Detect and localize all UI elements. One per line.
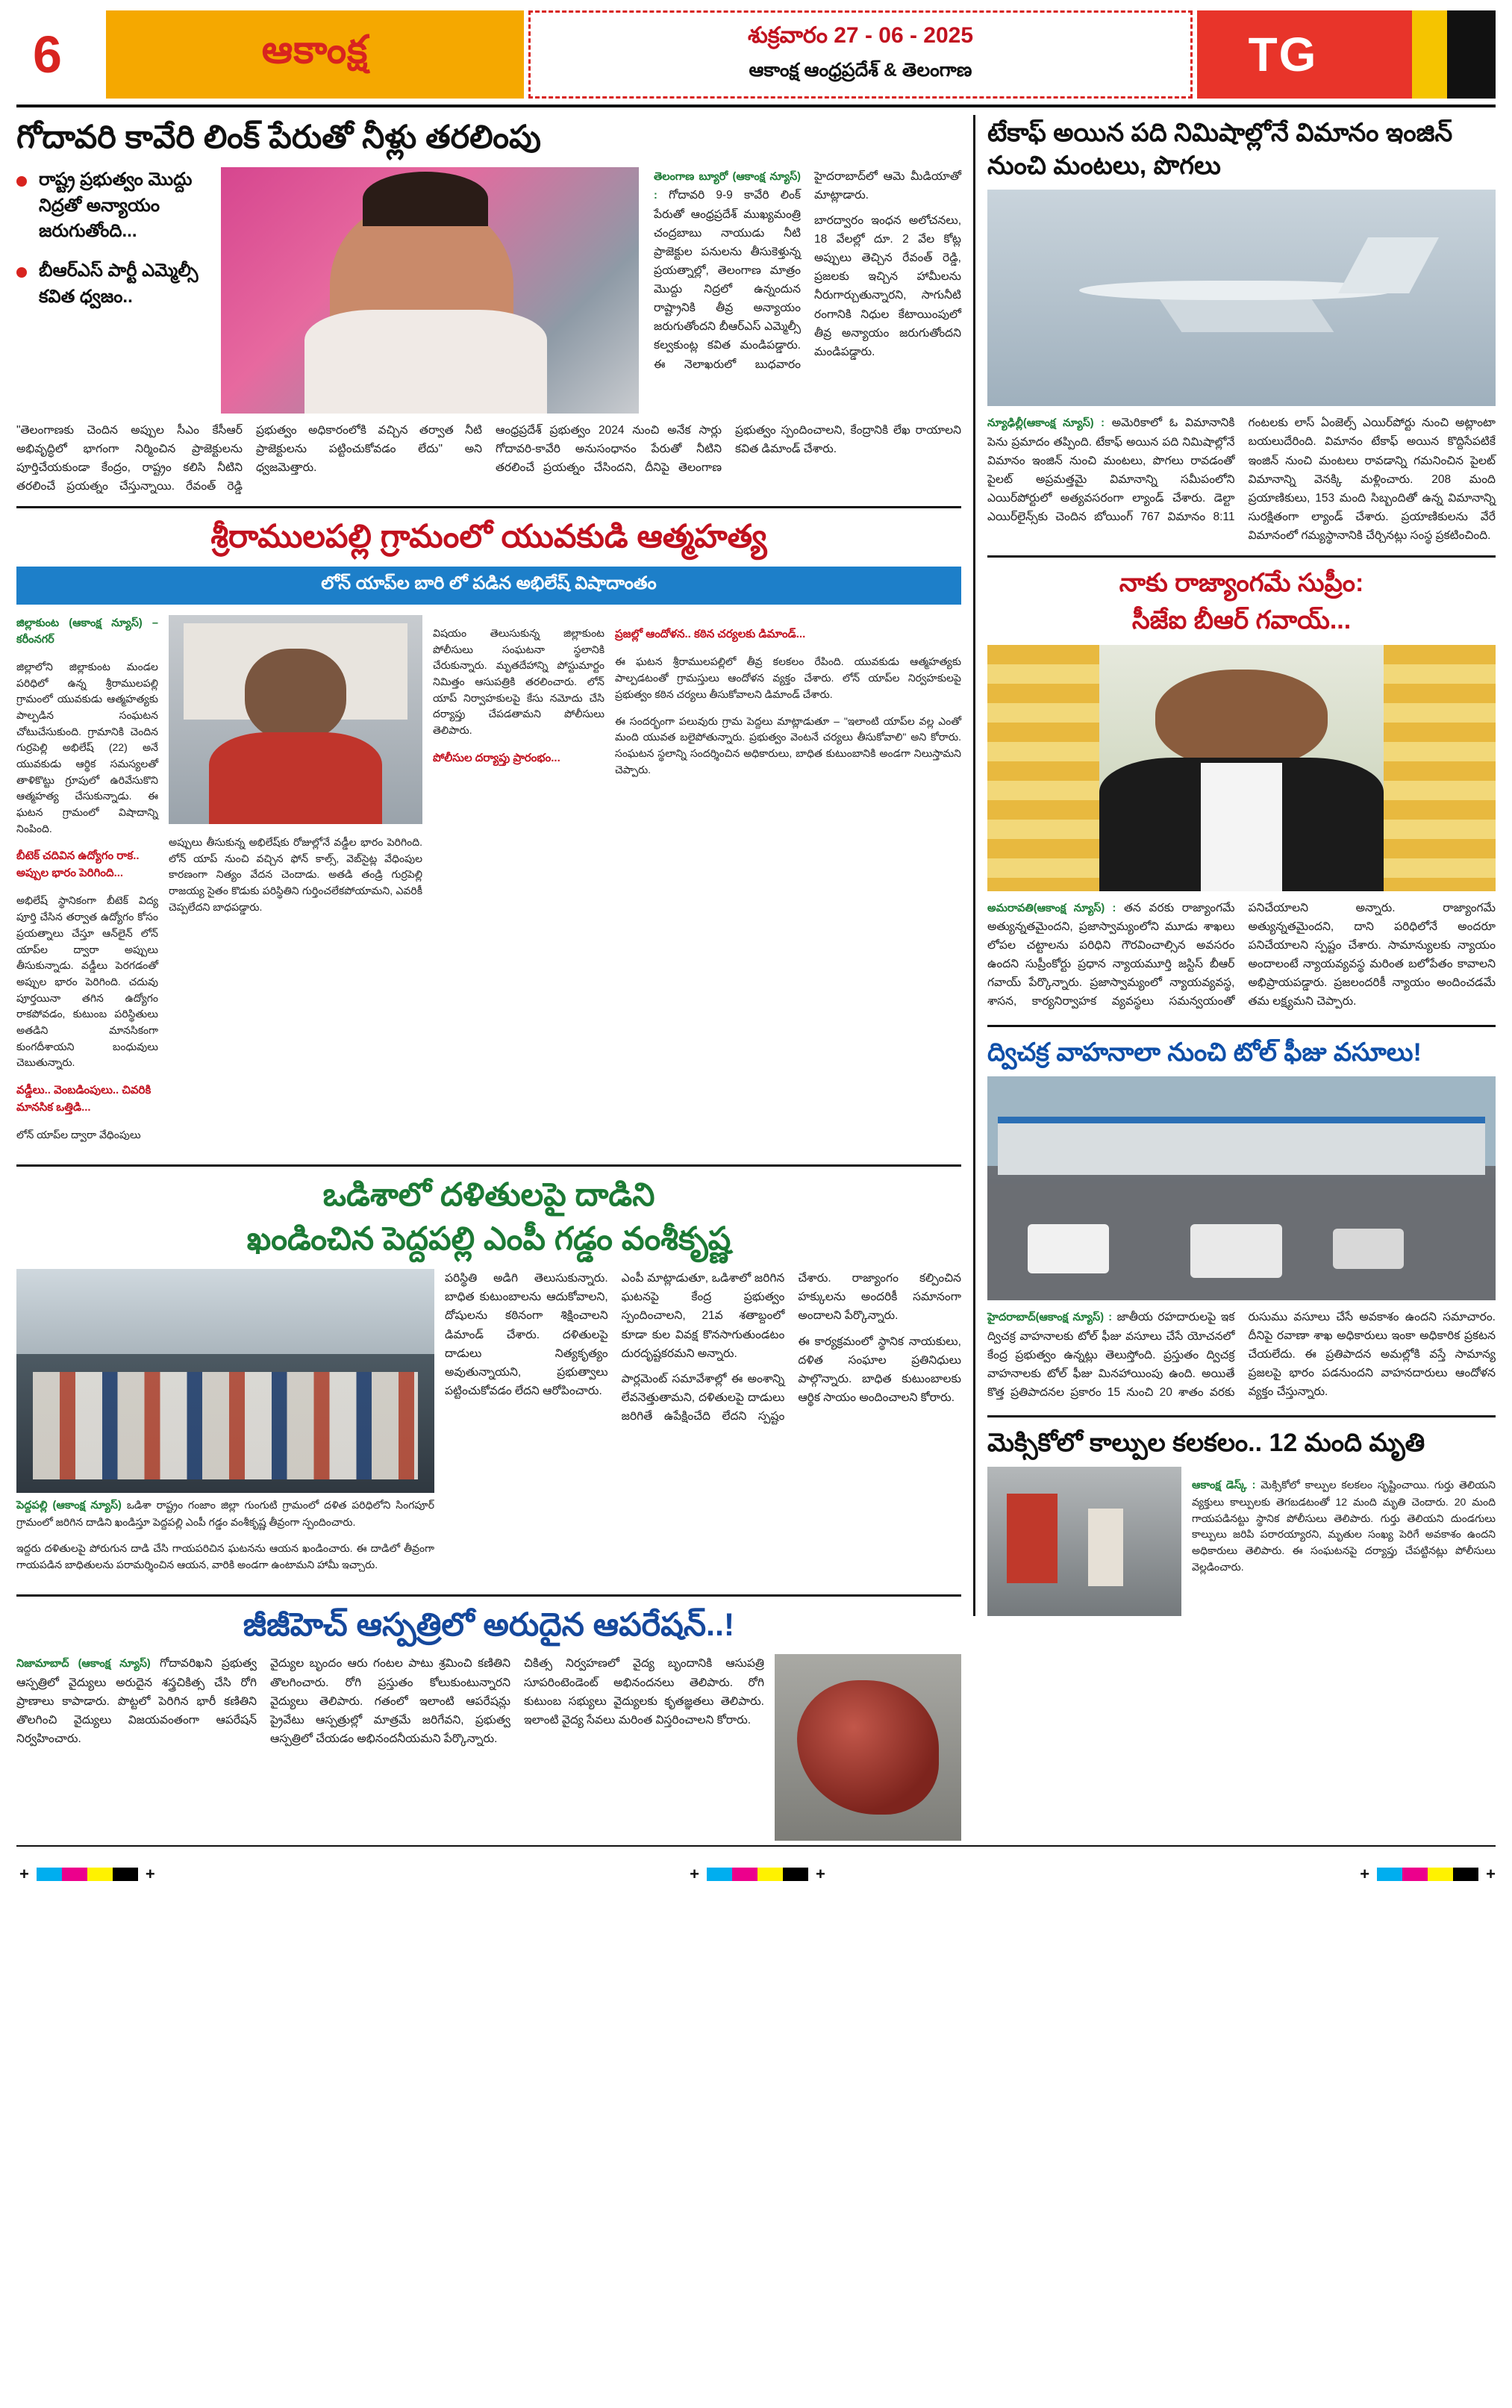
cji-byline: అమరావతి(ఆకాంక్ష న్యూస్) : (987, 902, 1116, 914)
odisha-paragraph: ఇద్దరు దళితులపై పోరుగున దాడి చేసి గాయపరిచిన ఘటనను ఆయన ఖండించారు. ఈ దాడిలో తీవ్రంగా గాయపడిన బాధితులను పరామర్శించిన ఆయన, వారికి అండగా ఉంటామని హామీ ఇచ్చారు. (16, 1542, 434, 1571)
toll-headline: ద్విచక్ర వాహనాలా నుంచి టోల్ ఫీజు వసూలు! (987, 1038, 1422, 1067)
registration-mark: + (1360, 1865, 1370, 1884)
registration-mark: + (1486, 1865, 1496, 1884)
hospital-body (16, 1654, 961, 1841)
hospital-paragraph: చికిత్స నిర్వహణలో వైద్య బృందానికి ఆసుపత్రి సూపరింటెండెంట్ అభినందనలు తెలిపారు. రోగి కుటుంబ సభ్యులు వైద్యులకు కృతజ్ఞతలు తెలిపారు. ఇలాంటి వైద్య సేవలు మరింత విస్తరించాలని కోరారు. (524, 1657, 764, 1727)
footer (16, 1854, 1496, 1891)
section-divider (987, 555, 1496, 558)
lead-paragraph: ఆంధ్రప్రదేశ్ ప్రభుత్వం 2024 నుంచి అనేక సార్లు గోదావరి-కావేరి అనుసంధానం పేరుతో నీటిని తరలించే ప్రయత్నం చేసిందని, దీనిపై తెలంగాణ ప్రభుత్వం స్పందించాలని, కేంద్రానికి లేఖ రాయాలని కవిత డిమాండ్ చేశారు. (496, 423, 961, 474)
edition-line: ఆకాంక్ష ఆంధ్రప్రదేశ్ & తెలంగాణ (749, 60, 972, 81)
kavitha-press-meet-photo (221, 167, 639, 414)
suicide-note-1: బీటెక్ చదివిన ఉద్యోగం రాక.. అప్పుల భారం పెరిగింది... (16, 849, 140, 879)
section-divider (16, 506, 961, 508)
logo-text: ఆకాంక్ష (261, 28, 369, 72)
toll-byline: హైదరాబాద్(ఆకాంక్ష న్యూస్) : (987, 1311, 1113, 1324)
suicide-subheadline: లోన్ యాప్‌ల బారి లో పడిన అభిలేష్ విషాదాంతం (16, 567, 961, 605)
color-swatches (707, 1868, 808, 1881)
cji-paragraph: తన వరకు రాజ్యాంగమే అత్యున్నతమైందని, ప్రజాస్వామ్యంలోని మూడు శాఖలు లోపల చట్టాలను పరిధిని గౌరవించాల్సిన అవసరం ఉందని సుప్రీంకోర్టు ప్రధాన న్యాయమూర్తి జస్టిస్ బీఆర్ గవాయ్ పేర్కొన్నారు. ప్రజాస్వామ్యంలో న్యాయవ్యవస్థ, శాసన, కార్యనిర్వాహక వ్యవస్థలు సమన్వయంతో పనిచేయాలని అన్నారు. రాజ్యాంగమే అత్యున్నతమైందని, దాని పరిధిలోనే అందరూ పనిచేయాలని స్పష్టం చేశారు. సామాన్యులకు న్యాయం అందాలంటే న్యాయవ్యవస్థ మరింత బలోపేతం కావాలని అభిప్రాయపడ్డారు. ప్రజలందరికీ న్యాయం అందించడమే తమ లక్ష్యమని చెప్పారు. (987, 901, 1496, 1008)
suicide-paragraph: జిల్లాలోని జిల్లాకుంట మండల పరిధిలో ఉన్న శ్రీరాములపల్లి గ్రామంలో యువకుడు ఆత్మహత్యకు పాల్పడిన సంఘటన చోటుచేసుకుంది. గ్రామానికి చెందిన గుర్రపెల్లి అభిలేష్ (22) అనే యువకుడు ఆర్థిక సమస్యలతో తాళికొట్టు గ్రూపులో ఉరివేసుకొని ఆత్మహత్య చేసుకున్నాడు. ఈ ఘటన గ్రామంలో విషాదాన్ని నింపింది. (16, 660, 158, 835)
lead-paragraph: గోదావరి 9-9 కావేరి లింక్ పేరుతో ఆంధ్రప్రదేశ్ ముఖ్యమంత్రి చంద్రబాబు నాయుడు నీటి ప్రాజెక్టుల పనులను తీసుకెళ్తున్న ప్రయత్నాల్లో, తెలంగాణ మాత్రం మొద్దు నిద్రలో ఉన్నందున రాష్ట్రానికి తీవ్ర అన్యాయం జరుగుతోందని బీఆర్ఎస్ ఎమ్మెల్సీ కల్వకుంట్ల కవిత మండిపడ్డారు. ఈ నెలాఖరులో బుధవారం హైదరాబాద్‌లో ఆమె మీడియాతో మాట్లాడారు. (654, 169, 961, 371)
suicide-paragraph: ఈ సందర్భంగా పలువురు గ్రామ పెద్దలు మాట్లాడుతూ – "ఇలాంటి యాప్‌ల వల్ల ఎంతో మంది యువత బలైపోతున్నారు. ప్రభుత్వం వెంటనే చర్యలు తీసుకోవాలి" అని కోరారు. సంఘటన స్థలాన్ని సందర్శించిన అధికారులు, బాధిత కుటుంబానికి అండగా నిలుస్తామని చెప్పారు. (615, 714, 961, 776)
suicide-note-4: ప్రజల్లో ఆందోళన.. కఠిన చర్యలకు డిమాండ్... (615, 627, 806, 640)
lead-byline: తెలంగాణ బ్యూరో (ఆకాంక్ష న్యూస్) : (654, 170, 801, 202)
page-number: 6 (33, 25, 62, 84)
page-number-block (16, 10, 106, 99)
mp-with-group-photo (16, 1269, 434, 1493)
suicide-paragraph: ఈ ఘటన శ్రీరాములపల్లిలో తీవ్ర కలకలం రేపింది. యువకుడు ఆత్మహత్యకు పాల్పడటంతో గ్రామస్తులు ఆందోళన వ్యక్తం చేశారు. లోన్ యాప్‌ల నిర్వహకులపై ప్రభుత్వం కఠిన చర్యలు తీసుకోవాలని డిమాండ్ చేశారు. (615, 655, 961, 700)
lead-headline: గోదావరి కావేరి లింక్ పేరుతో నీళ్లు తరలింపు (16, 119, 541, 155)
lead-body-bottom (16, 421, 961, 496)
footer-registration-center (687, 1865, 825, 1884)
cji-gavai-photo (987, 645, 1496, 891)
airplane-in-flight-photo (987, 190, 1496, 406)
hospital-headline: జీజీహెచ్ ఆస్పత్రిలో అరుదైన ఆపరేషన్..! (243, 1606, 735, 1643)
suicide-paragraph: అభిలేష్ స్థానికంగా బీటెక్ విద్య పూర్తి చేసిన తర్వాత ఉద్యోగం కోసం ప్రయత్నాలు చేస్తూ ఆన్‌లైన్ లోన్ యాప్‌ల ద్వారా అప్పులు తీసుకున్నాడు. వడ్డీలు పెరగడంతో అప్పుల భారం పెరిగింది. చదువు పూర్తయినా తగిన ఉద్యోగం రాకపోవడం, కుటుంబ పరిస్థితులు అతడిని మానసికంగా కుంగదీశాయని బంధువులు చెబుతున్నారు. (16, 894, 158, 1069)
suicide-paragraph: విషయం తెలుసుకున్న జిల్లాకుంట పోలీసులు సంఘటనా స్థలానికి చేరుకున్నారు. మృతదేహాన్ని పోస్టుమార్టం నిమిత్తం ఆసుపత్రికి తరలించారు. లోన్ యాప్ నిర్వాహకులపై కేసు నమోదు చేసి దర్యాప్తు చేపడతామని పోలీసులు తెలిపారు. (433, 626, 605, 737)
toll-plaza-photo (987, 1076, 1496, 1300)
date-block (528, 10, 1193, 99)
lead-paragraph: "తెలంగాణకు చెందిన అప్పుల సీఎం కేసీఆర్ అభివృద్ధిలో భాగంగా నిర్మించిన ప్రాజెక్టులను పూర్తిచేయకుండా కేంద్రం, రాష్ట్రం కలిసి నీటిని తరలించే ప్రయత్నం చేస్తున్నాయి. రేవంత్ రెడ్డి ప్రభుత్వం అధికారంలోకి వచ్చిన తర్వాత నీటి ప్రాజెక్టులను పట్టించుకోవడం లేదు" అని ధ్వజమెత్తారు. (16, 423, 482, 493)
registration-mark: + (19, 1865, 29, 1884)
odisha-paragraph: ఎంపీ మాట్లాడుతూ, ఒడిశాలో జరిగిన ఘటనపై కేంద్ర ప్రభుత్వం స్పందించాలని, 21వ శతాబ్దంలో కూడా కుల వివక్ష కొనసాగుతుండటం దురదృష్టకరమని అన్నారు. (621, 1272, 785, 1360)
color-swatches (1377, 1868, 1478, 1881)
section-divider (987, 1025, 1496, 1027)
main-column (16, 115, 961, 1841)
color-swatches (37, 1868, 138, 1881)
plane-paragraph: అమెరికాలో ఓ విమానానికి పెను ప్రమాదం తప్పింది. టేకాఫ్ అయిన పది నిమిషాల్లోనే విమానం ఇంజిన్ నుంచి మంటలు, పొగలు రావడంతో పైలట్ అప్రమత్తమై విమానాన్ని సమీపంలోని ఎయిర్‌పోర్టులో అత్యవసరంగా ల్యాండ్ చేశారు. డెల్టా ఎయిర్‌లైన్స్‌కు చెందిన బోయింగ్ 767 విమానం 8:11 గంటలకు లాస్ ఏంజెల్స్ ఎయిర్‌పోర్టు నుంచి అట్లాంటా బయలుదేరింది. విమానం టేకాఫ్ అయిన కొద్దిసేపటికే ఇంజిన్ నుంచి మంటలు రావడాన్ని గమనించిన పైలట్ విమానాన్ని వెనక్కి మళ్లించారు. 208 మంది ప్రయాణికులు, 153 మంది సిబ్బందితో ఉన్న విమానాన్ని సురక్షితంగా ల్యాండ్ చేశారు. ప్రయాణికులను వేరే విమానంలో గమ్యస్థానానికి చేర్చినట్లు సంస్థ ప్రకటించింది. (987, 417, 1496, 543)
lead-bullet: రాష్ట్ర ప్రభుత్వం మొద్దు నిద్రతో అన్యాయం జరుగుతోంది... (16, 167, 210, 245)
edition-code: TG (1248, 28, 1318, 81)
registration-mark: + (816, 1865, 825, 1884)
hospital-paragraph: వైద్యుల బృందం ఆరు గంటల పాటు శ్రమించి కణితిని తొలగించారు. రోగి ప్రస్తుతం కోలుకుంటున్నారని వైద్యులు తెలిపారు. గతంలో ఇలాంటి ఆపరేషన్లు ప్రైవేటు ఆస్పత్రుల్లో మాత్రమే జరిగేవని, ప్రభుత్వ ఆస్పత్రిలో చేయడం అభినందనీయమని పేర్కొన్నారు. (270, 1657, 510, 1745)
odisha-headline-2: ఖండించిన పెద్దపల్లి ఎంపీ గడ్డం వంశీకృష్ణ (246, 1221, 731, 1258)
hospital-byline: నిజామాబాద్ (ఆకాంక్ష న్యూస్) (16, 1658, 151, 1671)
flag-icon (1369, 10, 1496, 99)
suicide-note-2: వడ్డీలు.. వెంబడింపులు.. చివరికి మానసిక ఒత్తిడి... (16, 1084, 151, 1114)
surgery-specimen-photo (775, 1654, 961, 1841)
odisha-body (16, 1269, 961, 1584)
odisha-caption: ఒడిశా రాష్ట్రం గంజాం జిల్లా గుంగుటి గ్రామంలో దళిత పరిధిలోని సింగపూర్ గ్రామంలో జరిగిన దాడిని ఖండిస్తూ పెద్దపల్లి ఎంపీ గడ్డం వంశీకృష్ణ తీవ్రంగా స్పందించారు. (16, 1499, 434, 1528)
toll-paragraph: జాతీయ రహదారులపై ఇక ద్విచక్ర వాహనాలకు టోల్ ఫీజు వసూలు చేసే యోచనలో కేంద్ర ప్రభుత్వం ఉన్నట్లు తెలుస్తోంది. ప్రస్తుతం ద్విచక్ర వాహనాలకు టోల్ ఫీజు మినహాయింపు ఉంది. అయితే కొత్త ప్రతిపాదనల ప్రకారం 15 నుంచి 20 శాతం వరకు రుసుము వసూలు చేసే అవకాశం ఉందని సమాచారం. దీనిపై రవాణా శాఖ అధికారులు ఇంకా అధికారిక ప్రకటన చేయలేదు. ఈ ప్రతిపాదన అమల్లోకి వస్తే సామాన్య ప్రజలపై భారం పడనుందని వాహనదారులు ఆందోళన వ్యక్తం చేస్తున్నారు. (987, 1311, 1496, 1399)
lead-paragraph: బారద్వారం ఇంధన అలోచనలు, 18 వేలల్లో దూ. 2 వేల కోట్ల అప్పులు తెచ్చిన రేవంత్ రెడ్డి, ప్రజలకు ఇచ్చిన హామీలను నీరుగార్చుతున్నారని, సాగునీటి రంగానికి నిధుల కేటాయింపులో తీవ్ర అన్యాయం జరుగుతోందని మండిపడ్డారు. (814, 213, 961, 358)
plane-headline: టేకాఫ్ అయిన పది నిమిషాల్లోనే విమానం ఇంజిన్ నుంచి మంటలు, పొగలు (987, 119, 1453, 181)
registration-mark: + (690, 1865, 699, 1884)
section-divider (16, 1164, 961, 1167)
masthead-divider (16, 105, 1496, 107)
odisha-paragraph: పరిస్థితి అడిగి తెలుసుకున్నారు. బాధిత కుటుంబాలను ఆదుకోవాలని, దోషులను కఠినంగా శిక్షించాలని డిమాండ్ చేశారు. దళితులపై దాడులు నిత్యకృత్యం అవుతున్నాయని, ప్రభుత్వాలు పట్టించుకోవడం లేదని ఆరోపించారు. (445, 1272, 608, 1397)
mexico-paragraph: మెక్సికోలో కాల్పుల కలకలం సృష్టించాయి. గుర్తు తెలియని వ్యక్తులు కాల్పులకు తెగబడటంతో 12 మంది మృతి చెందారు. 20 మంది గాయపడినట్టు స్థానిక పోలీసులు తెలిపారు. గుర్తు తెలియని దుండగులు కాల్పులు జరిపి పరారయ్యారని, మృతుల సంఖ్య పెరిగే అవకాశం ఉందని అధికారులు తెలిపారు. ఈ సంఘటనపై దర్యాప్తు చేపట్టినట్లు పోలీసులు వెల్లడించారు. (1192, 1479, 1496, 1573)
section-divider (987, 1415, 1496, 1417)
date-line: శుక్రవారం 27 - 06 - 2025 (747, 23, 974, 48)
suicide-footnote: లోన్ యాప్‌ల ద్వారా వేధింపులు (16, 1129, 141, 1141)
odisha-headline-1: ఒడిశాలో దళితులపై దాడిని (322, 1176, 655, 1213)
registration-mark: + (145, 1865, 155, 1884)
mexico-headline: మెక్సికోలో కాల్పుల కలకలం.. 12 మంది మృతి (987, 1429, 1425, 1458)
odisha-paragraph: పార్లమెంట్ సమావేశాల్లో ఈ అంశాన్ని లేవనెత్తుతామని, దళితులపై దాడులు జరిగితే ఉపేక్షించేది లేదని స్పష్టం చేశారు. రాజ్యాంగం కల్పించిన హక్కులను అందరికీ సమానంగా అందాలని పేర్కొన్నారు. (621, 1272, 961, 1423)
top-section (16, 115, 1496, 1841)
suicide-byline: జిల్లాకుంట (ఆకాంక్ష న్యూస్) – కరీంనగర్ (16, 617, 158, 646)
deceased-youth-photo (169, 615, 422, 824)
suicide-paragraph: అప్పులు తీసుకున్న అభిలేష్‌కు రోజుల్లోనే వడ్డీల భారం పెరిగింది. లోన్ యాప్ నుంచి వచ్చిన ఫోన్ కాల్స్, వెబ్‌సైట్ల వేధింపుల కారణంగా నిత్యం వేదన చెందాడు. అతడి తండ్రి గుర్రపెల్లి రాజయ్య సైతం కొడుకు పరిస్థితిని గుర్తించలేకపోయామని, ఎవరికీ చెప్పలేదని బాధపడ్డారు. (169, 835, 422, 913)
masthead (16, 10, 1496, 99)
cji-headline-1: నాకు రాజ్యాంగమే సుప్రీం: (1119, 569, 1364, 598)
mexico-street-photo (987, 1467, 1181, 1616)
suicide-body (16, 615, 961, 1154)
suicide-headline: శ్రీరాములపల్లి గ్రామంలో యువకుడి ఆత్మహత్య (210, 519, 767, 555)
lead-bullets (16, 167, 210, 414)
footer-divider (16, 1845, 1496, 1847)
edition-code-block (1197, 10, 1369, 99)
odisha-byline: పెద్దపల్లి (ఆకాంక్ష న్యూస్) (16, 1500, 122, 1512)
lead-body-top (654, 167, 961, 374)
lead-bullet: బీఆర్ఎస్ పార్టీ ఎమ్మెల్సీ కవిత ధ్వజం.. (16, 258, 210, 311)
publication-logo (106, 10, 524, 99)
footer-registration-left (16, 1865, 155, 1884)
suicide-note-3: పోలీసుల దర్యాప్తు ప్రారంభం... (433, 751, 560, 764)
section-divider (16, 1594, 961, 1597)
hospital-paragraph: గోదావరిఖని ప్రభుత్వ ఆస్పత్రిలో వైద్యులు అరుదైన శస్త్రచికిత్స చేసి రోగి ప్రాణాలు కాపాడారు. పొట్టలో పెరిగిన భారీ కణితిని తొలగించి వైద్యులు విజయవంతంగా ఆపరేషన్ నిర్వహించారు. (16, 1657, 257, 1746)
footer-registration-right (1357, 1865, 1496, 1884)
cji-headline-2: సీజేఐ బీఆర్ గవాయ్... (1131, 606, 1352, 635)
mexico-byline: ఆకాంక్ష డెస్క్ : (1192, 1479, 1256, 1492)
odisha-paragraph: ఈ కార్యక్రమంలో స్థానిక నాయకులు, దళిత సంఘాల ప్రతినిధులు పాల్గొన్నారు. బాధిత కుటుంబాలకు ఆర్థిక సాయం అందించాలని కోరారు. (798, 1335, 961, 1404)
sidebar-column (973, 115, 1496, 1616)
plane-byline: న్యూఢిల్లీ(ఆకాంక్ష న్యూస్) : (987, 417, 1105, 430)
